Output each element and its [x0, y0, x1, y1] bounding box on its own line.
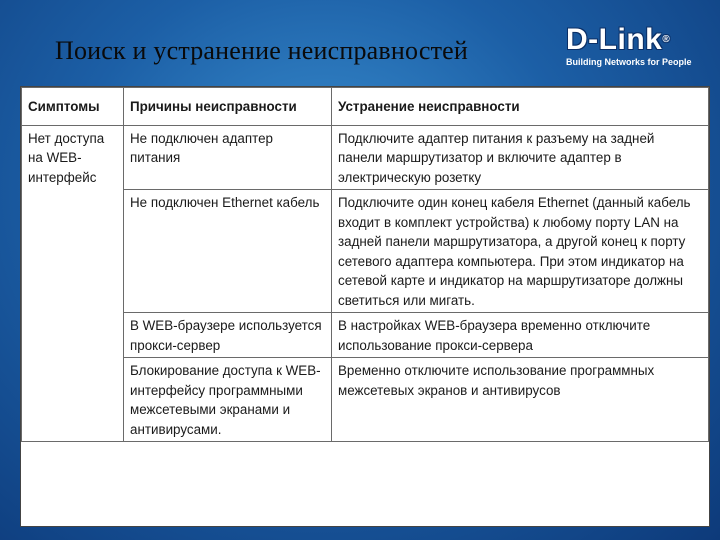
logo-name: D-Link — [566, 23, 663, 56]
symptom-cell: Нет доступа на WEB-интерфейс — [22, 125, 124, 442]
logo-wordmark — [566, 24, 696, 56]
d-link-logo — [566, 24, 696, 70]
fix-cell: Подключите адаптер питания к разъему на задней панели маршрутизатор и включите адаптер в электрическую розетку — [332, 125, 709, 190]
cause-cell: Блокирование доступа к WEB-интерфейсу программными межсетевыми экранами и антивирусами. — [124, 358, 332, 442]
table — [21, 87, 709, 442]
cause-cell: В WEB-браузере используется прокси-сервер — [124, 313, 332, 358]
logo-tagline: Building Networks for People — [566, 57, 692, 67]
cause-cell: Не подключен адаптер питания — [124, 125, 332, 190]
header-fixes: Устранение неисправности — [332, 88, 709, 126]
cause-cell: Не подключен Ethernet кабель — [124, 190, 332, 313]
table-row — [22, 190, 709, 313]
header-symptoms: Симптомы — [22, 88, 124, 126]
fix-cell: Временно отключите использование программных межсетевых экранов и антивирусов — [332, 358, 709, 442]
table-row — [22, 358, 709, 442]
table-row — [22, 125, 709, 190]
table-header-row — [22, 88, 709, 126]
registered-mark-icon: ® — [662, 34, 671, 45]
table-row — [22, 313, 709, 358]
troubleshooting-table — [20, 86, 710, 527]
fix-cell: Подключите один конец кабеля Ethernet (данный кабель входит в комплект устройства) к любому порту LAN на задней панели маршрутизатора, а другой конец к порту сетевого адаптера компьютера. При этом индикатор на сетевой карте и индикатор на маршрутизаторе должны светиться или мигать. — [332, 190, 709, 313]
header-causes: Причины неисправности — [124, 88, 332, 126]
fix-cell: В настройках WEB-браузера временно отключите использование прокси-сервера — [332, 313, 709, 358]
slide-title: Поиск и устранение неисправностей — [55, 36, 469, 65]
